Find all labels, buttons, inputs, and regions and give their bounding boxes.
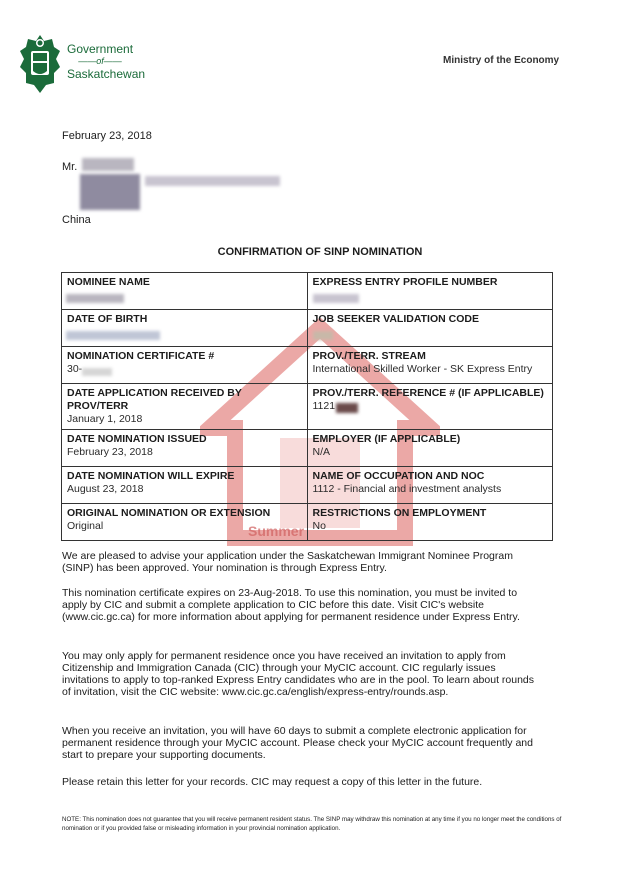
field-label: EXPRESS ENTRY PROFILE NUMBER xyxy=(312,276,498,288)
field-label: PROV./TERR. REFERENCE # (IF APPLICABLE) xyxy=(312,387,544,399)
table-cell xyxy=(62,430,308,467)
paragraph-invitation: You may only apply for permanent residence once you have received an invitation to apply from Citizenship and Immigration Canada (CIC) through your MyCIC account. CIC regularly issues invitations to apply to top-ranked Express Entry candidates who are in the pool. To learn about rounds of invitation, visit the CIC website: www.cic.gc.ca/english/express-entry/rounds.asp. xyxy=(62,650,535,698)
gov-line-2: ——of—— xyxy=(78,56,122,66)
redacted-name xyxy=(82,158,134,171)
paragraph-approval: We are pleased to advise your application under the Saskatchewan Immigrant Nominee Program (SINP) has been approved. Your nomination is through Express Entry. xyxy=(62,550,513,574)
document-title: CONFIRMATION OF SINP NOMINATION xyxy=(217,246,423,258)
table-cell xyxy=(307,430,553,467)
recipient-salutation: Mr. xyxy=(62,161,78,173)
table-row xyxy=(62,273,553,310)
field-value: August 23, 2018 xyxy=(67,483,144,495)
redacted-profile-number xyxy=(313,294,359,303)
government-logo xyxy=(18,33,148,95)
redacted-nominee-name xyxy=(66,294,124,303)
field-label: PROV./TERR. STREAM xyxy=(312,350,426,362)
watermark-text: Summer xyxy=(248,523,305,539)
field-value: No xyxy=(312,520,326,532)
field-value: N/A xyxy=(312,446,331,458)
table-cell xyxy=(62,347,308,384)
table-cell xyxy=(307,273,553,310)
field-value: January 1, 2018 xyxy=(67,413,143,425)
table-row xyxy=(62,467,553,504)
field-label: EMPLOYER (IF APPLICABLE) xyxy=(312,433,461,445)
redacted-reference-number xyxy=(336,403,358,413)
field-label: NAME OF OCCUPATION AND NOC xyxy=(312,470,485,482)
gov-line-1: Government xyxy=(67,42,134,56)
field-label: DATE NOMINATION ISSUED xyxy=(67,433,207,445)
table-cell xyxy=(62,467,308,504)
table-cell xyxy=(62,273,308,310)
field-value: 1121 xyxy=(312,400,336,412)
government-wordmark xyxy=(67,42,145,81)
table-cell xyxy=(62,384,308,430)
field-value: International Skilled Worker - SK Express Entry xyxy=(312,363,533,375)
footnote: NOTE: This nomination does not guarantee that you will receive permanent resident status. The SINP may withdraw this nomination at any time if you no longer meet the conditions of nomination or if you provided false or misleading information in your provincial nomination application. xyxy=(62,816,562,832)
field-value: 30- xyxy=(67,363,83,375)
redacted-certificate-number xyxy=(82,368,112,376)
ministry-name: Ministry of the Economy xyxy=(443,55,560,66)
field-value: February 23, 2018 xyxy=(67,446,153,458)
gov-line-3: Saskatchewan xyxy=(67,67,146,81)
table-cell xyxy=(307,347,553,384)
table-cell xyxy=(62,310,308,347)
field-label: DATE NOMINATION WILL EXPIRE xyxy=(67,470,235,482)
table-cell xyxy=(62,504,308,541)
table-cell xyxy=(307,467,553,504)
redacted-address xyxy=(80,174,140,210)
field-label: DATE APPLICATION RECEIVED BY PROV/TERR xyxy=(67,387,242,412)
table-row xyxy=(62,384,553,430)
field-value: 1112 - Financial and investment analysts xyxy=(312,483,502,495)
table-row xyxy=(62,347,553,384)
field-label: RESTRICTIONS ON EMPLOYMENT xyxy=(312,507,487,519)
field-label: ORIGINAL NOMINATION OR EXTENSION xyxy=(67,507,271,519)
table-cell xyxy=(307,310,553,347)
redacted-birth-date xyxy=(66,331,160,340)
redacted-address-2 xyxy=(145,176,280,186)
letter-date: February 23, 2018 xyxy=(62,130,152,142)
table-row xyxy=(62,430,553,467)
nomination-info-table xyxy=(61,272,553,541)
table-row xyxy=(62,310,553,347)
field-label: NOMINEE NAME xyxy=(67,276,150,288)
field-label: JOB SEEKER VALIDATION CODE xyxy=(312,313,479,325)
paragraph-deadline: When you receive an invitation, you will have 60 days to submit a complete electronic application for permanent residence through your MyCIC account. Please check your MyCIC account frequently and start to prepare your supporting documents. xyxy=(62,725,533,761)
paragraph-retain: Please retain this letter for your records. CIC may request a copy of this letter in the future. xyxy=(62,776,483,788)
field-label: NOMINATION CERTIFICATE # xyxy=(67,350,215,362)
recipient-country: China xyxy=(62,214,91,226)
field-value: Original xyxy=(67,520,104,532)
redacted-validation-code xyxy=(313,331,333,340)
coat-of-arms-icon xyxy=(18,33,62,95)
field-label: DATE OF BIRTH xyxy=(67,313,148,325)
table-cell xyxy=(307,504,553,541)
paragraph-expiry: This nomination certificate expires on 23-Aug-2018. To use this nomination, you must be invited to apply by CIC and submit a complete application to CIC before this date. Visit CIC's website (www.cic.gc.ca) for more information about applying for permanent residence under Express Entry. xyxy=(62,587,520,623)
table-row xyxy=(62,504,553,541)
